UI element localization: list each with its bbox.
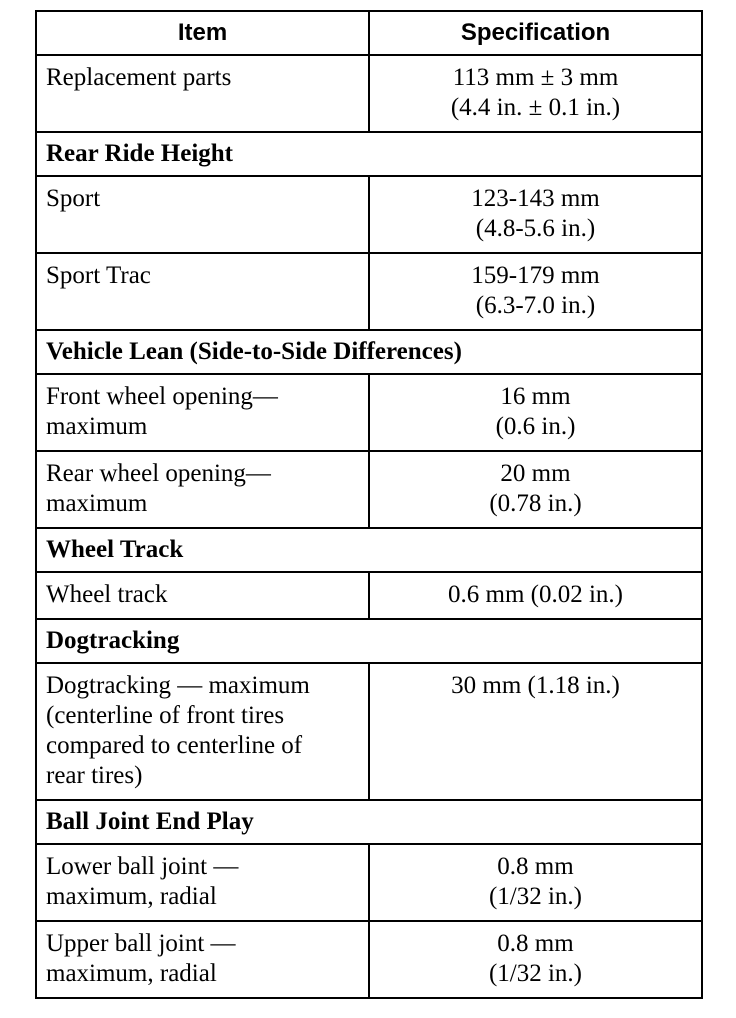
item-line: Front wheel opening— bbox=[46, 383, 278, 410]
item-cell: Sport Trac bbox=[36, 253, 369, 330]
item-line: maximum, radial bbox=[46, 960, 217, 987]
spec-line: (0.6 in.) bbox=[495, 413, 576, 440]
item-line: maximum bbox=[46, 490, 148, 517]
section-heading-rear-ride-height: Rear Ride Height bbox=[36, 132, 702, 176]
item-cell: Sport bbox=[36, 176, 369, 253]
item-line: Dogtracking — maximum bbox=[46, 672, 310, 699]
item-line: Rear wheel opening— bbox=[46, 460, 271, 487]
item-cell: Replacement parts bbox=[36, 55, 369, 132]
section-heading-vehicle-lean: Vehicle Lean (Side-to-Side Differences) bbox=[36, 330, 702, 374]
spec-line: 159-179 mm bbox=[471, 262, 600, 289]
table-row bbox=[36, 663, 702, 800]
spec-line: 0.8 mm bbox=[497, 930, 574, 957]
table-row bbox=[36, 844, 702, 921]
item-cell bbox=[36, 663, 369, 800]
spec-cell bbox=[369, 374, 702, 451]
spec-line: (1/32 in.) bbox=[488, 960, 583, 987]
item-line: (centerline of front tires bbox=[46, 702, 285, 729]
table-row bbox=[36, 176, 702, 253]
spec-line: (1/32 in.) bbox=[488, 883, 583, 910]
section-row bbox=[36, 132, 702, 176]
table-row bbox=[36, 55, 702, 132]
table-row bbox=[36, 921, 702, 998]
item-cell: Wheel track bbox=[36, 572, 369, 619]
section-row bbox=[36, 800, 702, 844]
spec-line: 16 mm bbox=[500, 383, 571, 410]
table-row bbox=[36, 374, 702, 451]
spec-line: (6.3-7.0 in.) bbox=[475, 292, 596, 319]
spec-cell: 0.6 mm (0.02 in.) bbox=[369, 572, 702, 619]
spec-cell bbox=[369, 55, 702, 132]
section-row bbox=[36, 528, 702, 572]
section-row bbox=[36, 330, 702, 374]
table-row bbox=[36, 451, 702, 528]
section-heading-dogtracking: Dogtracking bbox=[36, 619, 702, 663]
item-cell bbox=[36, 921, 369, 998]
spec-line: 0.8 mm bbox=[497, 853, 574, 880]
item-cell bbox=[36, 844, 369, 921]
table-row bbox=[36, 253, 702, 330]
table-row bbox=[36, 572, 702, 619]
spec-cell bbox=[369, 844, 702, 921]
header-item: Item bbox=[36, 11, 369, 55]
item-line: Upper ball joint — bbox=[46, 930, 236, 957]
spec-cell bbox=[369, 921, 702, 998]
item-line: Lower ball joint — bbox=[46, 853, 239, 880]
section-heading-wheel-track: Wheel Track bbox=[36, 528, 702, 572]
specification-table bbox=[35, 10, 703, 999]
spec-cell bbox=[369, 176, 702, 253]
section-row bbox=[36, 619, 702, 663]
item-cell bbox=[36, 451, 369, 528]
spec-line: 123-143 mm bbox=[471, 185, 600, 212]
item-cell bbox=[36, 374, 369, 451]
spec-line: (4.8-5.6 in.) bbox=[475, 215, 596, 242]
spec-line: 113 mm ± 3 mm bbox=[452, 64, 619, 91]
spec-line: (4.4 in. ± 0.1 in.) bbox=[450, 94, 621, 121]
item-line: maximum bbox=[46, 413, 148, 440]
header-specification: Specification bbox=[369, 11, 702, 55]
item-line: compared to centerline of bbox=[46, 732, 303, 759]
table-header-row bbox=[36, 11, 702, 55]
section-heading-ball-joint: Ball Joint End Play bbox=[36, 800, 702, 844]
spec-line: (0.78 in.) bbox=[489, 490, 582, 517]
item-line: maximum, radial bbox=[46, 883, 217, 910]
item-line: rear tires) bbox=[46, 762, 143, 789]
spec-cell bbox=[369, 451, 702, 528]
spec-cell: 30 mm (1.18 in.) bbox=[369, 663, 702, 800]
spec-line: 20 mm bbox=[500, 460, 571, 487]
spec-cell bbox=[369, 253, 702, 330]
